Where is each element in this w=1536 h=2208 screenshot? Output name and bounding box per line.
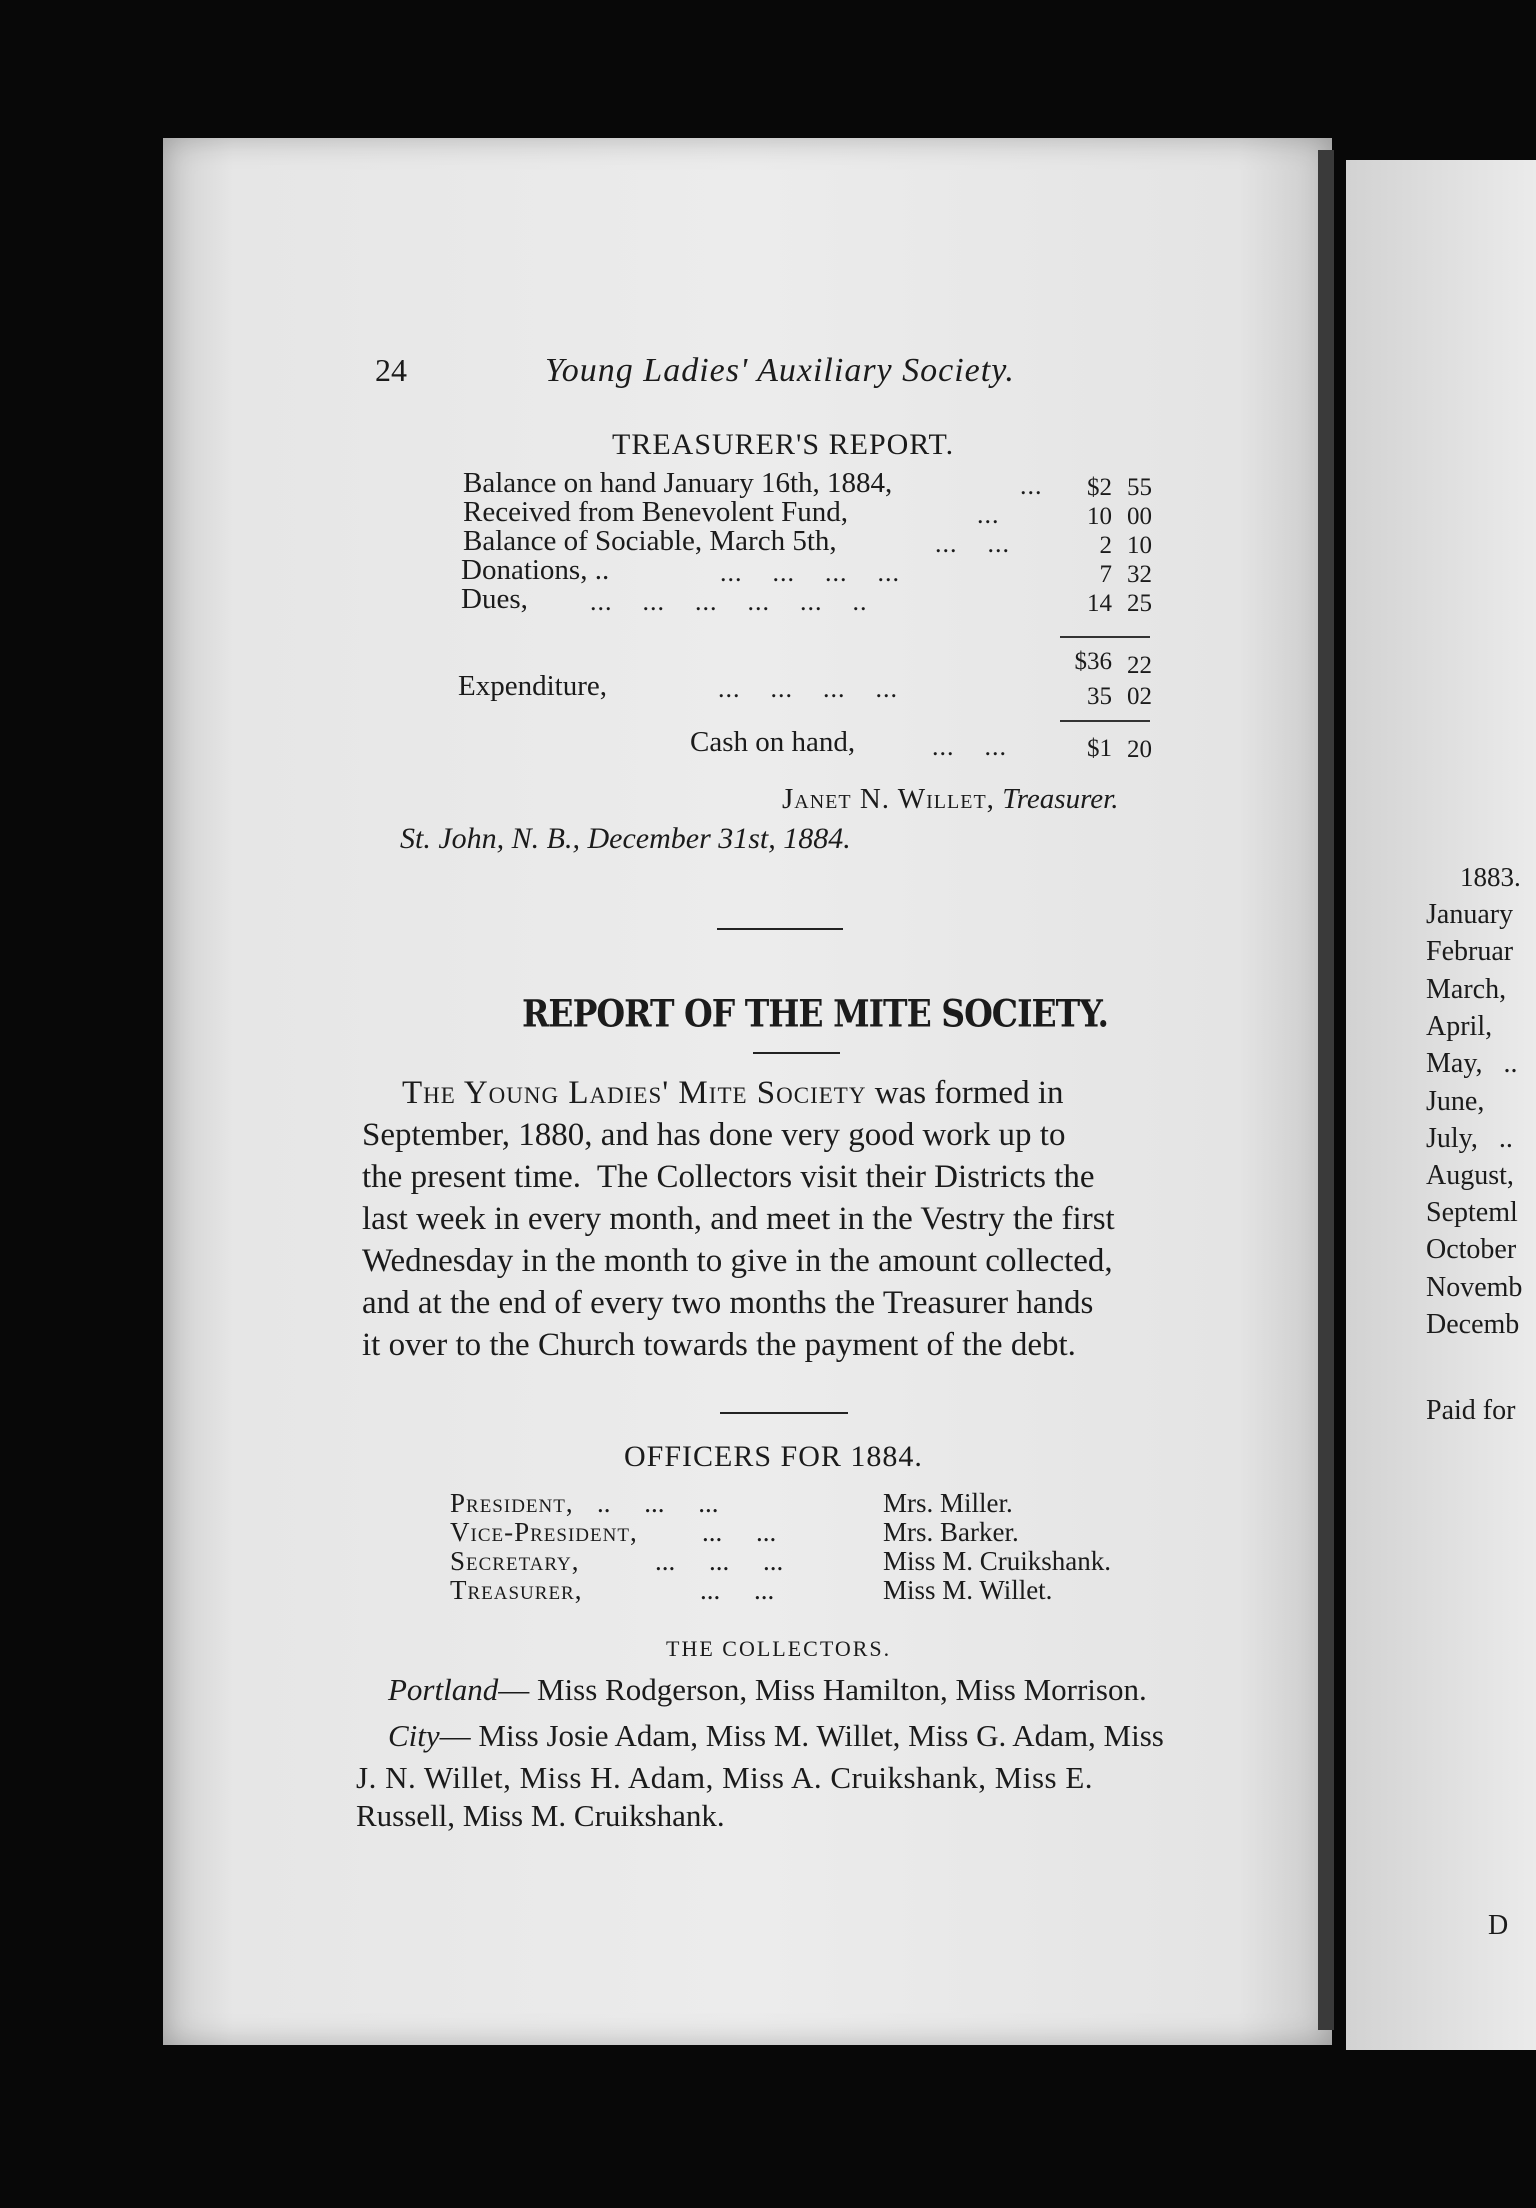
mite-paragraph-line: and at the end of every two months the Treasurer hands — [362, 1285, 1094, 1321]
page-gutter — [1318, 150, 1334, 2030]
month-label: Septeml — [1426, 1197, 1518, 1228]
month-label: June, — [1426, 1086, 1485, 1117]
officer-name: Miss M. Willet. — [883, 1575, 1053, 1605]
item-dollars: 10 — [1087, 503, 1112, 530]
item-dots: ... — [977, 500, 1000, 529]
item-cents: 00 — [1127, 503, 1152, 530]
sum-rule — [1060, 636, 1150, 638]
item-cents: 55 — [1127, 474, 1152, 501]
month-label: October — [1426, 1234, 1517, 1265]
heading-underline — [753, 1052, 840, 1054]
treasurer-signature — [782, 783, 1119, 816]
officer-dots: .. ... ... — [597, 1488, 719, 1518]
month-label: May, .. — [1426, 1048, 1518, 1079]
item-label: Dues, — [461, 583, 528, 615]
item-dots: ... — [1020, 471, 1043, 500]
item-dots: ... ... — [935, 529, 1010, 558]
mite-paragraph-line: last week in every month, and meet in the Vestry the first — [362, 1201, 1115, 1237]
officer-role: President, — [450, 1488, 574, 1518]
expenditure-cents: 02 — [1127, 683, 1152, 710]
signature-mark: D — [1488, 1910, 1509, 1941]
item-label: Balance of Sociable, March 5th, — [463, 525, 837, 557]
total-cents: 22 — [1127, 652, 1152, 679]
portland-collectors — [388, 1672, 1147, 1708]
total-dollars: $36 — [1074, 648, 1112, 675]
mite-paragraph-line: the present time. The Collectors visit their Districts the — [362, 1159, 1095, 1195]
right-page-year: 1883. — [1460, 862, 1521, 892]
dateline: St. John, N. B., December 31st, 1884. — [400, 822, 851, 855]
month-label: March, — [1426, 974, 1507, 1005]
mite-paragraph-line: September, 1880, and has done very good work up to — [362, 1117, 1066, 1153]
expenditure-dollars: 35 — [1087, 683, 1112, 710]
expenditure-dots: ... ... ... ... — [718, 674, 898, 703]
month-label: August, — [1426, 1160, 1514, 1191]
city-collectors — [388, 1718, 1164, 1754]
mite-paragraph-line — [362, 1072, 1228, 1114]
portland-label: Portland — [388, 1672, 499, 1707]
item-label: Donations, .. — [461, 554, 610, 586]
officer-name: Mrs. Barker. — [883, 1517, 1019, 1547]
item-label: Balance on hand January 16th, 1884, — [463, 467, 893, 499]
city-label: City — [388, 1718, 440, 1753]
paragraph-lead: The Young Ladies' Mite Society — [402, 1075, 867, 1111]
officer-name: Miss M. Cruikshank. — [883, 1546, 1112, 1576]
paragraph-text: was formed in — [866, 1075, 1064, 1111]
officer-role: Secretary, — [450, 1546, 580, 1576]
month-label: April, — [1426, 1011, 1493, 1042]
item-cents: 25 — [1127, 590, 1152, 617]
officer-name: Mrs. Miller. — [883, 1488, 1013, 1518]
officers-heading: OFFICERS FOR 1884. — [624, 1440, 923, 1473]
mite-paragraph-line: Wednesday in the month to give in the amount collected, — [362, 1243, 1113, 1279]
officer-dots: ... ... — [702, 1517, 777, 1547]
portland-names: — Miss Rodgerson, Miss Hamilton, Miss Morrison. — [498, 1672, 1147, 1707]
treasurer-report-title: TREASURER'S REPORT. — [612, 428, 955, 461]
officer-dots: ... ... ... — [655, 1546, 784, 1576]
cash-dollars: $1 — [1087, 735, 1112, 762]
collectors-heading: THE COLLECTORS. — [666, 1636, 892, 1661]
city-collectors-line2: J. N. Willet, Miss H. Adam, Miss A. Cruikshank, Miss E. — [356, 1760, 1094, 1795]
cash-cents: 20 — [1127, 736, 1152, 763]
officer-dots: ... ... — [700, 1575, 775, 1605]
item-dollars: 14 — [1087, 590, 1112, 617]
expenditure-label: Expenditure, — [458, 670, 607, 702]
section-divider — [717, 928, 843, 930]
city-collectors-line3: Russell, Miss M. Cruikshank. — [356, 1798, 725, 1833]
item-dots: ... ... ... ... ... .. — [590, 587, 868, 616]
item-cents: 32 — [1127, 561, 1152, 588]
city-names: — Miss Josie Adam, Miss M. Willet, Miss G. Adam, Miss — [439, 1718, 1164, 1753]
page-number: 24 — [375, 352, 407, 388]
month-label: January — [1426, 899, 1514, 930]
month-label: Februar — [1426, 936, 1514, 967]
month-label: Novemb — [1426, 1272, 1523, 1303]
officer-role: Treasurer, — [450, 1575, 583, 1605]
cash-dots: ... ... — [932, 732, 1007, 761]
cash-label: Cash on hand, — [690, 726, 856, 758]
item-dollars: 2 — [1099, 532, 1112, 559]
item-dollars: 7 — [1099, 561, 1112, 588]
item-cents: 10 — [1127, 532, 1152, 559]
item-dots: ... ... ... ... — [720, 558, 900, 587]
section-divider — [720, 1412, 848, 1414]
running-title: Young Ladies' Auxiliary Society. — [545, 352, 1015, 389]
month-label: Decemb — [1426, 1309, 1520, 1340]
month-label: July, .. — [1426, 1123, 1513, 1154]
mite-society-heading: REPORT OF THE MITE SOCIETY. — [522, 991, 1109, 1036]
item-dollars: $2 — [1087, 474, 1112, 501]
item-label: Received from Benevolent Fund, — [463, 496, 848, 528]
officer-role: Vice-President, — [450, 1517, 638, 1547]
signature-role: Treasurer. — [1002, 783, 1119, 815]
paid-for-label: Paid for — [1426, 1395, 1516, 1426]
mite-paragraph-line: it over to the Church towards the payment of the debt. — [362, 1327, 1076, 1363]
balance-rule — [1060, 720, 1150, 722]
signature-name: Janet N. Willet, — [782, 783, 995, 815]
